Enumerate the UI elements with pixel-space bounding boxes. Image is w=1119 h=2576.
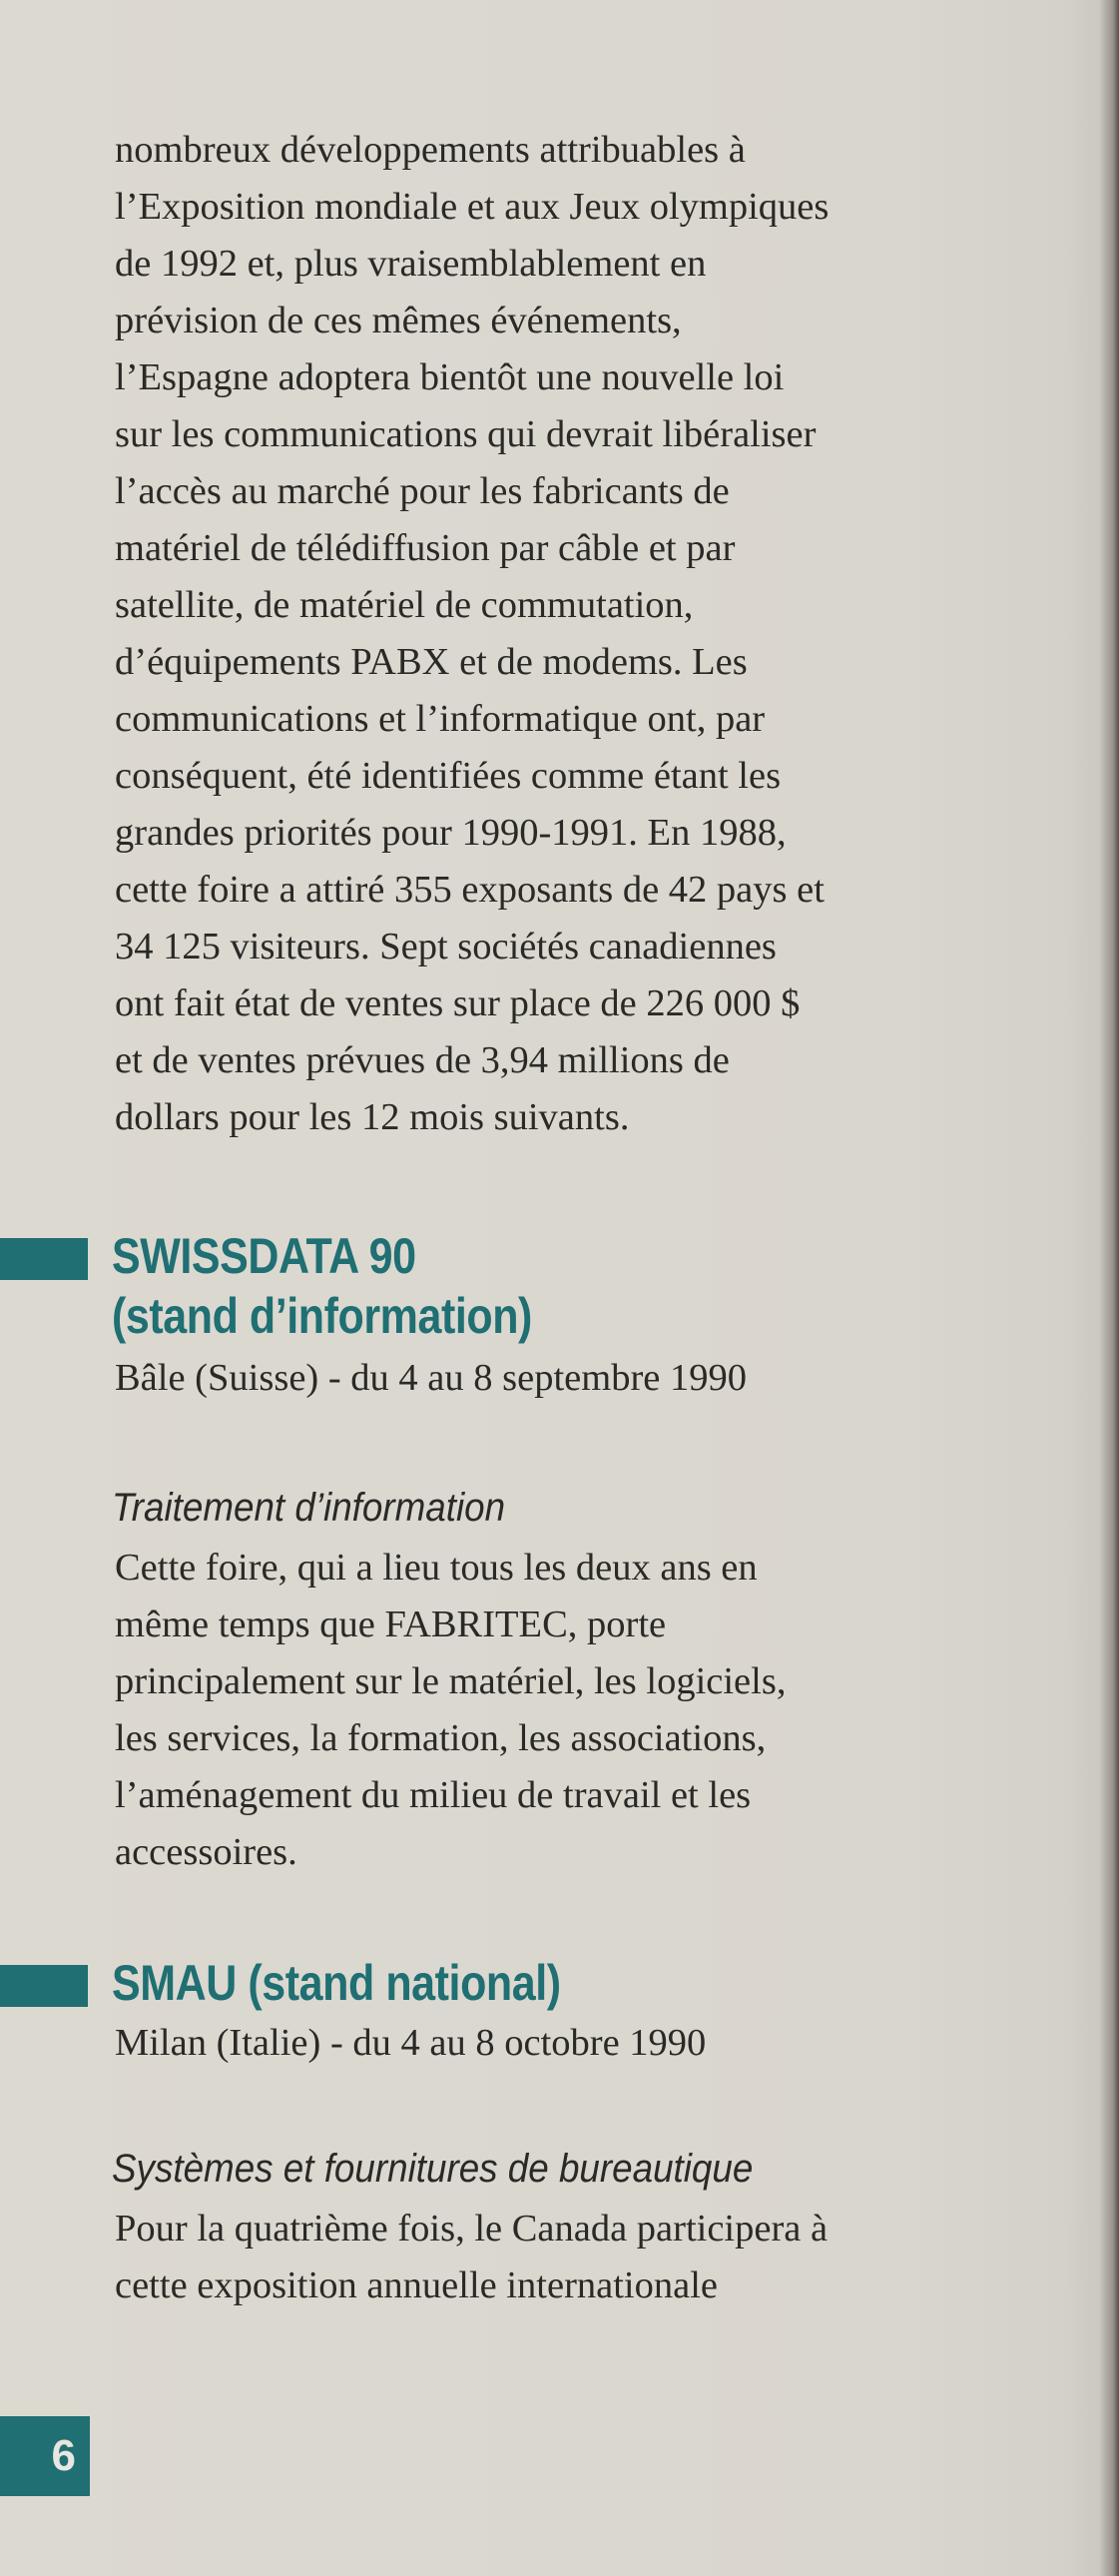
- section-title-smau: SMAU (stand national): [112, 1955, 561, 2011]
- text-line: les services, la formation, les associations,: [115, 1717, 767, 1759]
- text-line: l’Espagne adoptera bientôt une nouvelle loi: [115, 356, 785, 398]
- section-marker-bar: [0, 1238, 88, 1280]
- swissdata-location: [115, 1350, 1043, 1407]
- text-line: communications et l’informatique ont, par: [115, 698, 766, 740]
- page-number: 6: [0, 2416, 90, 2496]
- smau-location: [115, 2015, 1043, 2072]
- smau-paragraph: [115, 2201, 1043, 2314]
- intro-paragraph: [115, 122, 1043, 1146]
- section-marker-bar: [0, 1965, 88, 2007]
- swissdata-category: Traitement d’information: [112, 1486, 506, 1530]
- swissdata-paragraph: [115, 1540, 1043, 1881]
- text-line: l’Exposition mondiale et aux Jeux olympiques: [115, 186, 830, 228]
- section-title-swissdata: SWISSDATA 90: [112, 1228, 416, 1284]
- text-line: sur les communications qui devrait libéraliser: [115, 413, 817, 455]
- text-line: dollars pour les 12 mois suivants.: [115, 1096, 630, 1138]
- text-line: cette foire a attiré 355 exposants de 42 pays et: [115, 869, 825, 911]
- text-line: grandes priorités pour 1990-1991. En 1988,: [115, 812, 787, 854]
- text-line: cette exposition annuelle internationale: [115, 2264, 719, 2306]
- smau-category: Systèmes et fournitures de bureautique: [112, 2147, 754, 2191]
- text-line: et de ventes prévues de 3,94 millions de: [115, 1039, 730, 1081]
- text-line: ont fait état de ventes sur place de 226 000 $: [115, 982, 801, 1024]
- text-line: l’accès au marché pour les fabricants de: [115, 470, 730, 512]
- text-line: conséquent, été identifiées comme étant les: [115, 755, 782, 797]
- text-line: de 1992 et, plus vraisemblablement en: [115, 243, 707, 285]
- location-text: Milan (Italie) - du 4 au 8 octobre 1990: [115, 2022, 707, 2064]
- page-edge-shadow: [1099, 0, 1119, 2576]
- text-line: 34 125 visiteurs. Sept sociétés canadiennes: [115, 926, 777, 967]
- text-line: nombreux développements attribuables à: [115, 129, 746, 171]
- text-line: Pour la quatrième fois, le Canada participera à: [115, 2208, 829, 2250]
- text-line: accessoires.: [115, 1831, 297, 1873]
- text-line: même temps que FABRITEC, porte: [115, 1604, 667, 1645]
- text-line: prévision de ces mêmes événements,: [115, 300, 682, 341]
- text-line: matériel de télédiffusion par câble et par: [115, 527, 736, 569]
- text-line: d’équipements PABX et de modems. Les: [115, 641, 748, 683]
- text-line: satellite, de matériel de commutation,: [115, 584, 694, 626]
- section-subtitle-swissdata: (stand d’information): [112, 1288, 532, 1344]
- text-line: principalement sur le matériel, les logiciels,: [115, 1660, 787, 1702]
- text-line: l’aménagement du milieu de travail et les: [115, 1774, 752, 1816]
- text-line: Cette foire, qui a lieu tous les deux ans en: [115, 1547, 758, 1589]
- location-text: Bâle (Suisse) - du 4 au 8 septembre 1990: [115, 1357, 747, 1399]
